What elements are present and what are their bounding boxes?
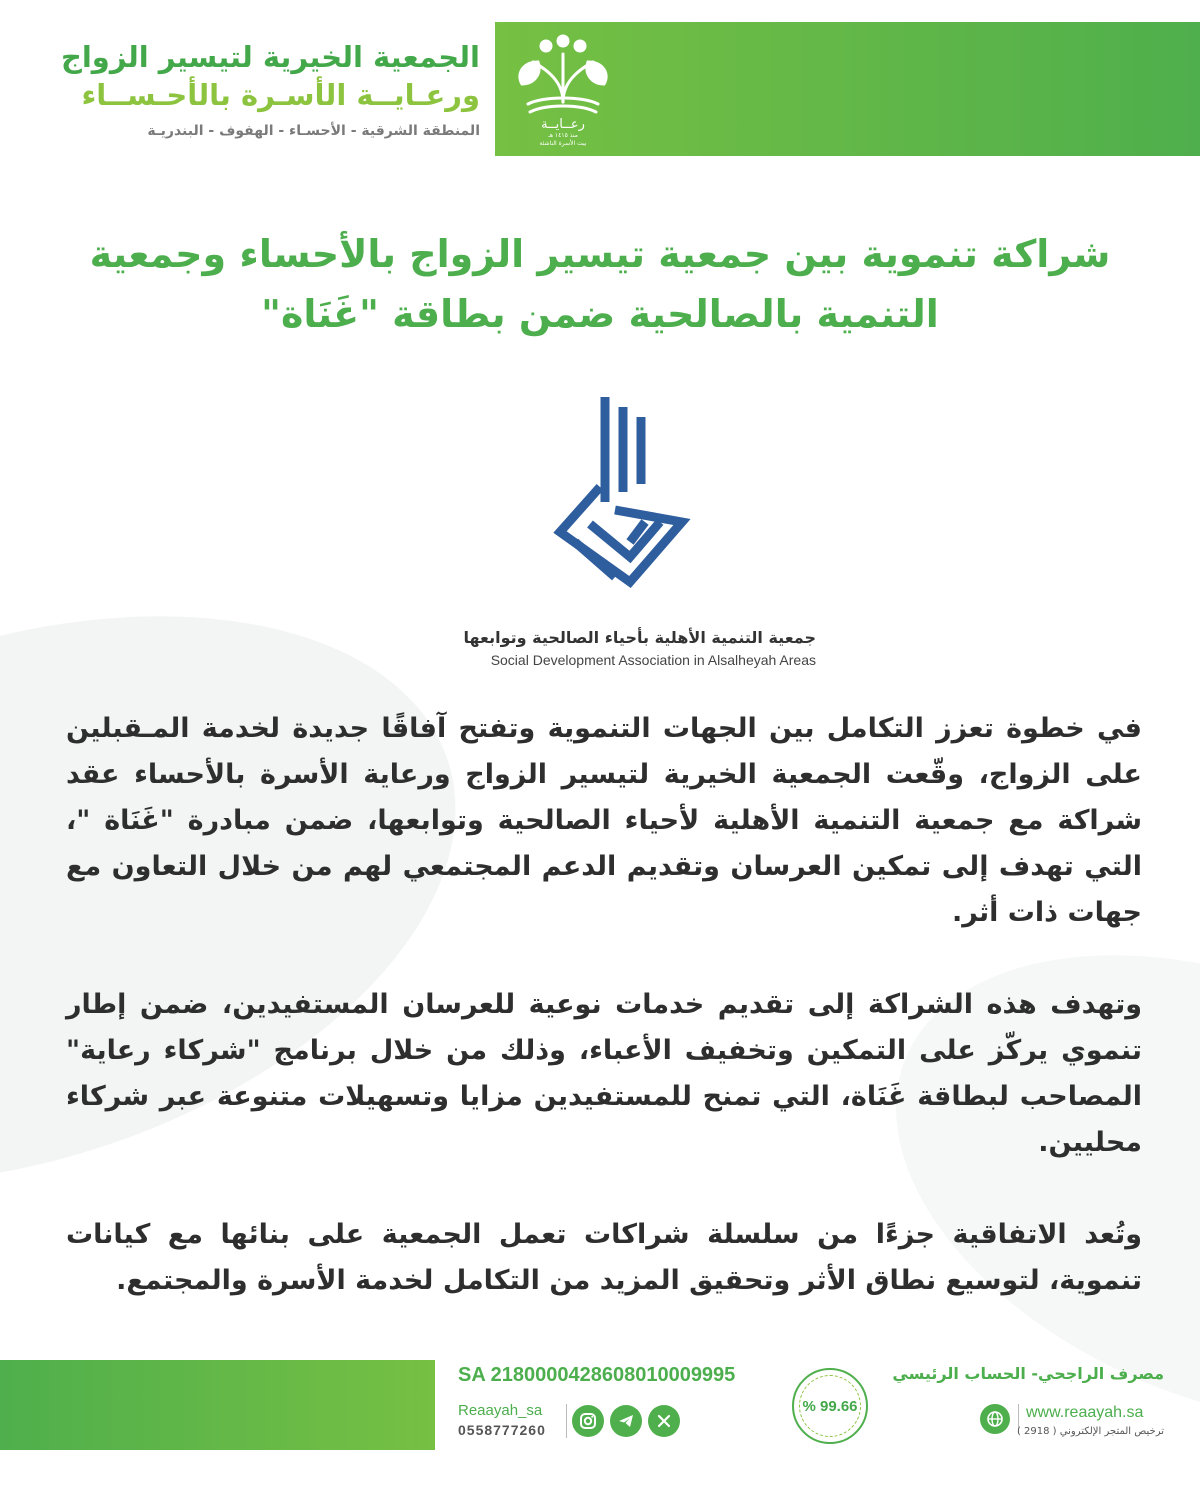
website-link[interactable]: www.reaayah.sa bbox=[1026, 1404, 1144, 1421]
instagram-icon[interactable] bbox=[572, 1405, 604, 1437]
store-license: ترخيص المتجر الإلكتروني ( 2918 ) bbox=[1016, 1426, 1164, 1437]
globe-icon bbox=[980, 1404, 1010, 1434]
partner-name-arabic: جمعية التنمية الأهلية بأحياء الصالحية وتوابعها bbox=[463, 628, 816, 647]
org-name-line2: ورعـايــة الأسـرة بالأحـســاء bbox=[81, 78, 480, 112]
performance-badge bbox=[792, 1368, 868, 1444]
partner-logo bbox=[530, 392, 700, 607]
iban-number: SA 2180000428608010009995 bbox=[458, 1364, 736, 1386]
paragraph: وتهدف هذه الشراكة إلى تقديم خدمات نوعية للعرسان المستفيدين، ضمن إطار تنموي يركّز على التمكين وتخفيف الأعباء، وذلك من خلال برنامج "شركاء رعاية" المصاحب لبطاقة غَنَاة، التي تمنح للمستفيدين مزايا وتسهيلات متنوعة عبر شركاء محليين. bbox=[66, 989, 1142, 1158]
org-name-line1: الجمعية الخيرية لتيسير الزواج bbox=[60, 40, 480, 74]
title-line1: شراكة تنموية بين جمعية تيسير الزواج بالأحساء وجمعية bbox=[89, 232, 1111, 276]
badge-value: % 99.66 bbox=[802, 1397, 858, 1415]
title-line2: التنمية بالصالحية ضمن بطاقة "غَنَاة" bbox=[261, 292, 939, 336]
footer-green-band bbox=[0, 1360, 435, 1450]
telegram-icon[interactable] bbox=[610, 1405, 642, 1437]
page-header bbox=[0, 22, 1200, 156]
paragraph: وتُعد الاتفاقية جزءًا من سلسلة شراكات تعمل الجمعية على بنائها مع كيانات تنموية، لتوسيع نطاق الأثر وتحقيق المزيد من التكامل لخدمة الأسرة والمجتمع. bbox=[66, 1219, 1142, 1296]
org-regions: المنطقة الشرقية - الأحسـاء - الهفوف - البندريـة bbox=[147, 123, 480, 139]
org-name-block bbox=[10, 38, 480, 146]
logo-tagline: بيت الأسرة الناشئة bbox=[539, 140, 587, 147]
partner-name-english: Social Development Association in Alsalheyah Areas bbox=[490, 652, 816, 668]
phone-number[interactable]: 0558777260 bbox=[458, 1422, 546, 1438]
bank-account-label: مصرف الراجحي- الحساب الرئيسي bbox=[892, 1364, 1164, 1383]
article-body bbox=[66, 706, 1142, 1350]
logo-subcaption: منذ ١٤١٥ هـ bbox=[548, 132, 578, 139]
paragraph: في خطوة تعزز التكامل بين الجهات التنموية وتفتح آفاقًا جديدة لخدمة المـقبلين على الزواج، وقّعت الجمعية الخيرية لتيسير الزواج ورعاية الأسرة بالأحساء عقد شراكة مع جمعية التنمية الأهلية لأحياء الصالحية وتوابعها، ضمن مبادرة "غَنَاة "، التي تهدف إلى تمكين العرسان وتقديم الدعم المجتمعي لهم من خلال التعاون مع جهات ذات أثر. bbox=[66, 713, 1142, 928]
x-icon[interactable] bbox=[648, 1405, 680, 1437]
reaayah-logo bbox=[508, 32, 618, 147]
divider bbox=[566, 1404, 567, 1438]
logo-caption: رعــايــة bbox=[541, 117, 585, 132]
badge-inner-ring bbox=[799, 1375, 861, 1437]
social-handle[interactable]: Reaayah_sa bbox=[458, 1402, 543, 1419]
page-title bbox=[60, 224, 1140, 344]
